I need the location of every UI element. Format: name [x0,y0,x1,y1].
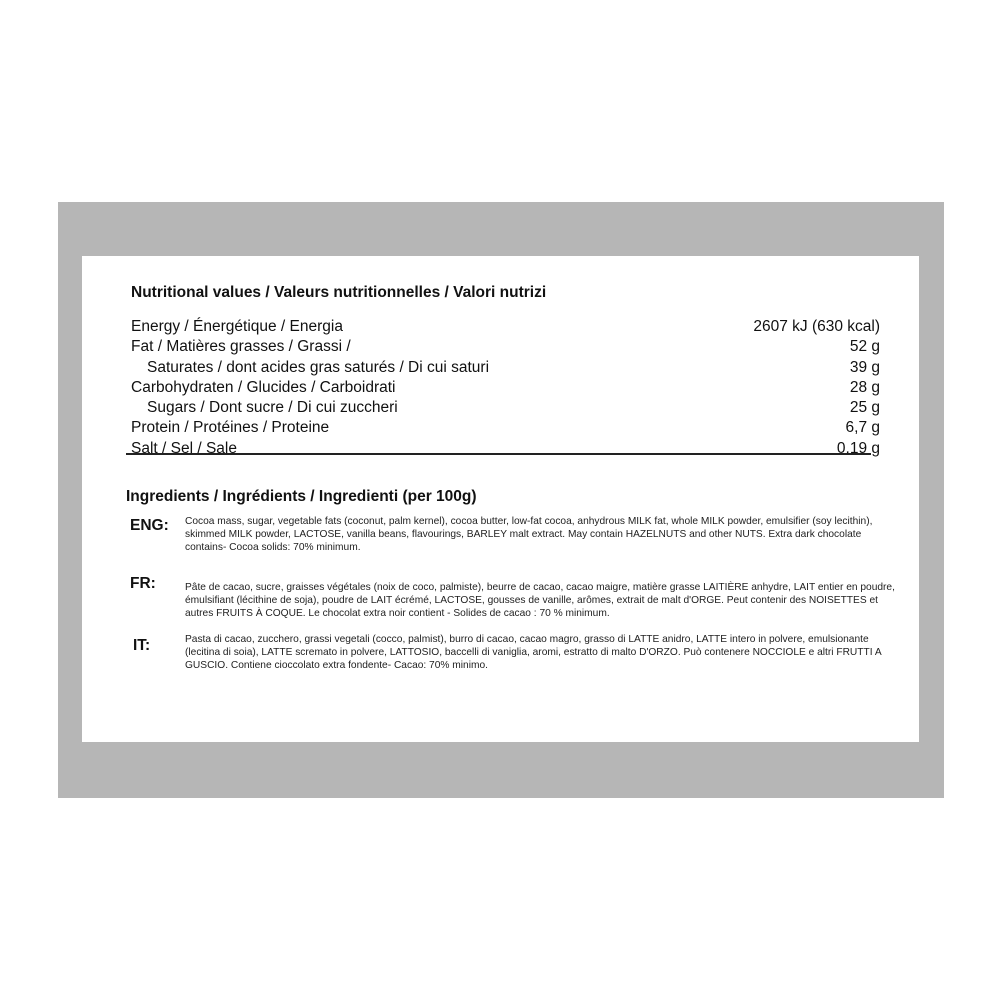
nutrition-row-protein [131,418,880,438]
nutrition-value: 0,19 g [836,439,880,457]
nutrition-table [131,317,880,459]
nutrition-value: 6,7 g [845,419,880,437]
nutrition-label: Fat / Matières grasses / Grassi / [131,338,351,356]
ingredients-text-it: Pasta di cacao, zucchero, grassi vegetali (cocco, palmist), burro di cacao, cacao magro, grasso di LATTE anidro, LATTE intero in polvere, emulsionante (lecitina di soia), LATTE scremato in polvere, LATTOSIO, baccelli di vaniglia, aromi, estratto di malto D'ORZO. Può contenere NOCCIOLE e altri FRUTTI A GUSCIO. Contiene cioccolato extra fondente- Cacao: 70% minimo. [185,634,882,672]
nutrition-value: 25 g [849,399,880,417]
nutrition-label-card [82,256,919,742]
ingredients-title: Ingredients / Ingrédients / Ingredienti (per 100g) [126,488,477,505]
nutrition-label: Salt / Sel / Sale [131,439,237,457]
nutrition-value: 39 g [849,358,880,376]
nutrition-label: Energy / Énergétique / Energia [131,318,343,335]
nutrition-row-energy [131,317,880,337]
nutrition-label: Carbohydraten / Glucides / Carboidrati [131,378,396,396]
nutrition-row-carbohydrates [131,378,880,398]
nutrition-label: Saturates / dont acides gras saturés / Di cui saturi [147,358,490,376]
nutrition-row-salt [131,439,880,459]
ingredients-text-fr: Pâte de cacao, sucre, graisses végétales (noix de coco, palmiste), beurre de cacao, cacao maigre, matière grasse LAITIÈRE anhydre, LAIT entier en poudre, émulsifiant (lécithine de soja), poudre de LAIT écrémé, LACTOSE, gousses de vanille, arômes, extrait de malt d'ORGE. Peut contenir des NOISETTES et autres FRUITS À COQUE. Le chocolat extra noir contient - Solides de cacao : 70 % minimum. [185,582,895,620]
nutrition-row-sugars [131,398,880,418]
nutrition-label: Protein / Protéines / Proteine [131,419,330,437]
divider [126,453,871,455]
nutrition-value: 2607 kJ (630 kcal) [753,318,880,335]
nutrition-row-saturates [131,358,880,378]
lang-code-it: IT: [133,637,151,654]
lang-code-eng: ENG: [130,517,169,534]
nutrition-value: 28 g [849,378,880,396]
nutrition-value: 52 g [849,338,880,356]
nutrition-label: Sugars / Dont sucre / Di cui zuccheri [147,399,398,417]
nutrition-row-fat [131,337,880,357]
nutrition-title: Nutritional values / Valeurs nutritionnelles / Valori nutrizi [131,284,547,301]
ingredients-text-eng: Cocoa mass, sugar, vegetable fats (coconut, palm kernel), cocoa butter, low-fat cocoa, anhydrous MILK fat, whole MILK powder, emulsifier (soy lecithin), skimmed MILK powder, LACTOSE, vanilla beans, flavourings, BARLEY malt extract. May contain HAZELNUTS and other NUTS. Extra dark chocolate contains- Cocoa solids: 70% minimum. [185,516,873,554]
lang-code-fr: FR: [130,575,156,592]
